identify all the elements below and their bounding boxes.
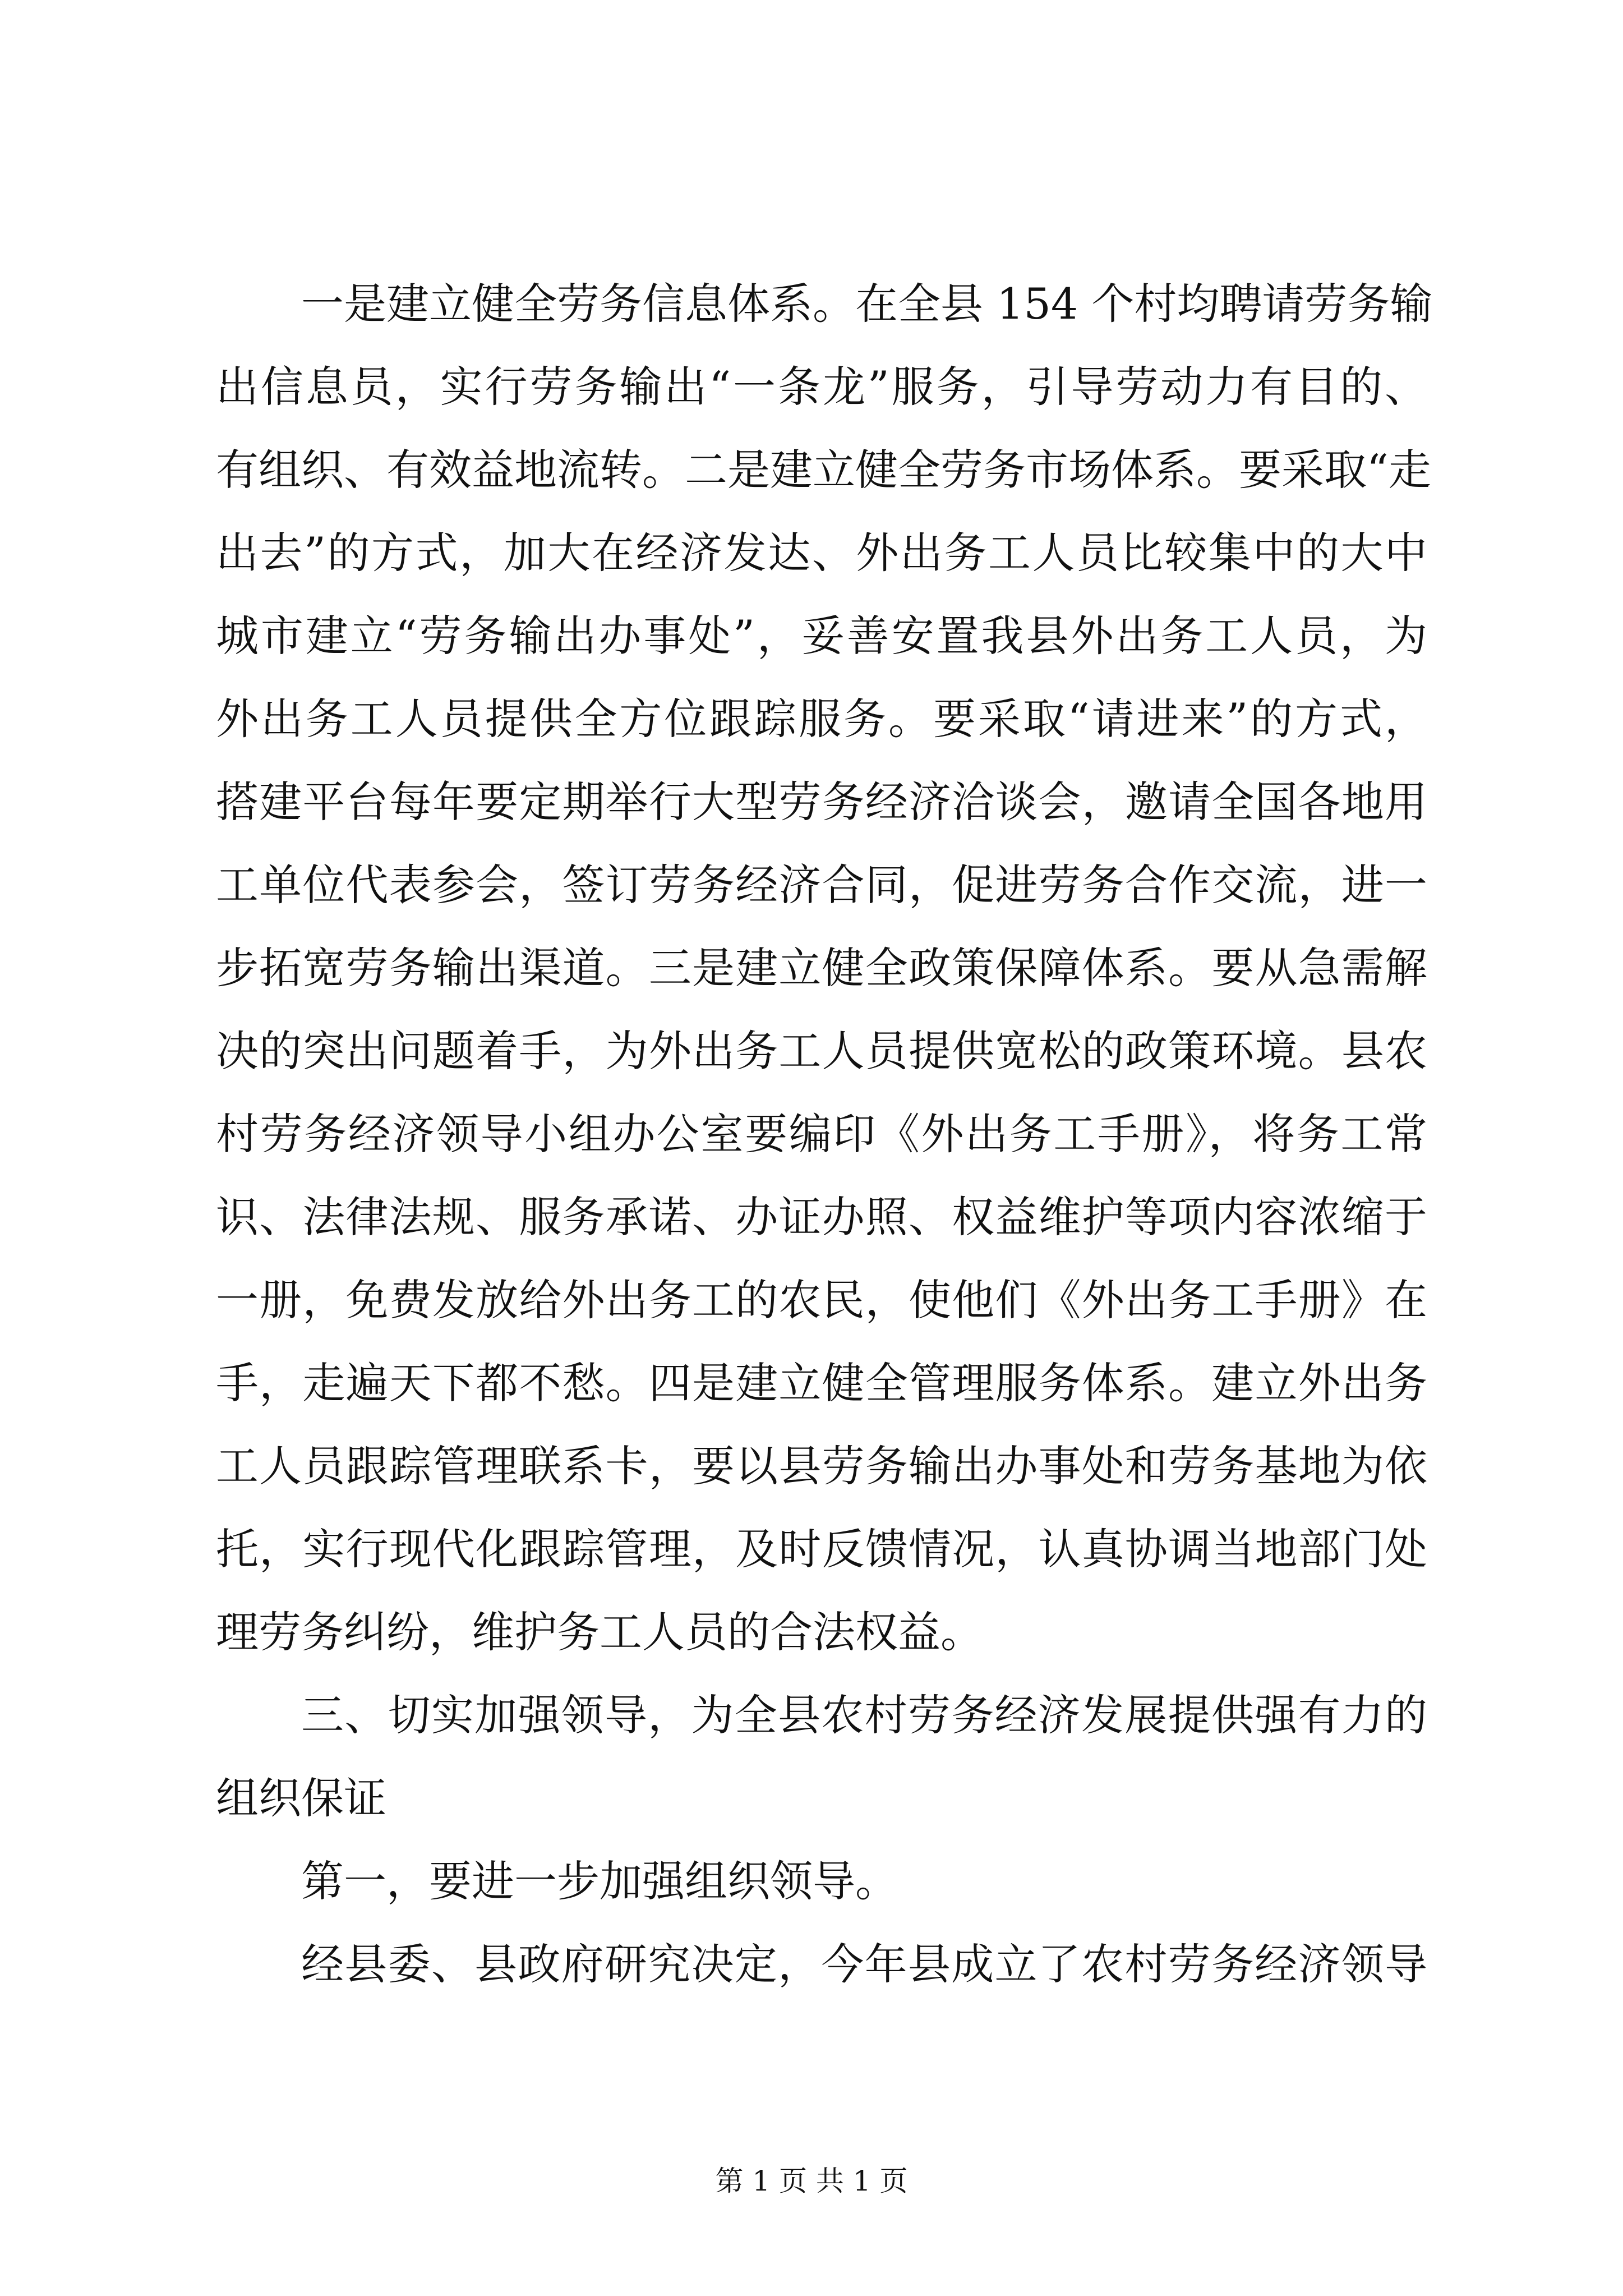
text-line: 决的突出问题着手，为外出务工人员提供宽松的政策环境。县农 [216,1026,1427,1076]
text-line: 外出务工人员提供全方位跟踪服务。要采取“请进来”的方式， [216,694,1427,744]
text-line: 经县委、县政府研究决定，今年县成立了农村劳务经济领导 [301,1939,1427,1989]
text-line: 城市建立“劳务输出办事处”，妥善安置我县外出务工人员，为 [216,611,1427,661]
text-line: 搭建平台每年要定期举行大型劳务经济洽谈会，邀请全国各地用 [216,777,1427,827]
section-heading-line: 三、切实加强领导，为全县农村劳务经济发展提供强有力的 [301,1690,1427,1740]
page-number-footer: 第 1 页 共 1 页 [715,2165,908,2197]
text-line: 步拓宽劳务输出渠道。三是建立健全政策保障体系。要从急需解 [216,943,1427,993]
text-line: 理劳务纠纷，维护务工人员的合法权益。 [216,1607,983,1657]
text-line: 出去”的方式，加大在经济发达、外出务工人员比较集中的大中 [216,528,1427,578]
text-line: 手，走遍天下都不愁。四是建立健全管理服务体系。建立外出务 [216,1358,1427,1408]
text-line: 出信息员，实行劳务输出“一条龙”服务，引导劳动力有目的、 [216,362,1427,412]
document-body [216,263,1433,2006]
text-line: 工单位代表参会，签订劳务经济合同，促进劳务合作交流，进一 [216,860,1427,910]
text-line: 工人员跟踪管理联系卡，要以县劳务输出办事处和劳务基地为依 [216,1441,1427,1491]
text-line: 识、法律法规、服务承诺、办证办照、权益维护等项内容浓缩于 [216,1192,1427,1242]
text-line: 一册，免费发放给外出务工的农民，使他们《外出务工手册》在 [216,1275,1427,1325]
section-heading-line: 组织保证 [216,1773,386,1823]
text-line: 有组织、有效益地流转。二是建立健全劳务市场体系。要采取“走 [216,445,1431,495]
text-line: 托，实行现代化跟踪管理，及时反馈情况，认真协调当地部门处 [216,1524,1427,1574]
text-line: 一是建立健全劳务信息体系。在全县 154 个村均聘请劳务输 [301,279,1433,329]
text-line: 村劳务经济领导小组办公室要编印《外出务工手册》，将务工常 [216,1109,1427,1159]
subheading-line: 第一，要进一步加强组织领导。 [301,1856,898,1906]
